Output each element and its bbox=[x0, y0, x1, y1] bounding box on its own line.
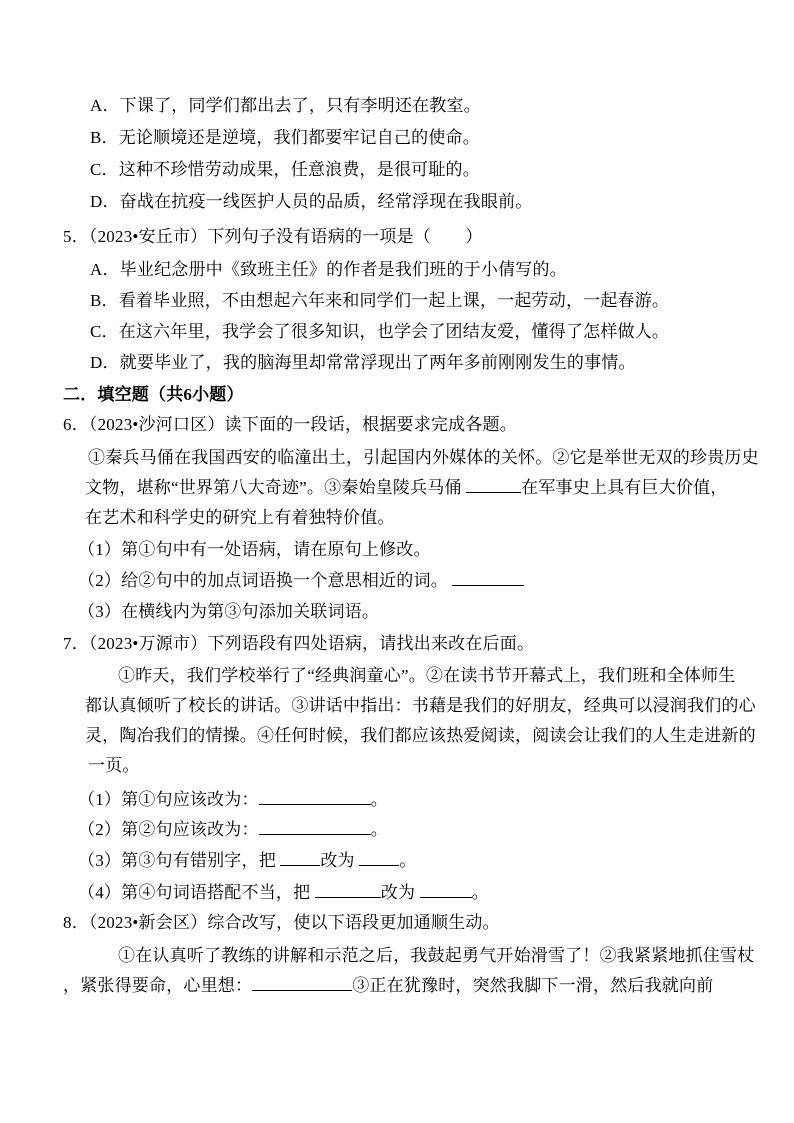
q6-passage-line-3 bbox=[85, 507, 395, 529]
text-run: 6．（2023•沙河口区）读下面的一段话，根据要求完成各题。 bbox=[63, 415, 517, 434]
text-run: 。 bbox=[370, 820, 388, 839]
blank-underline bbox=[315, 882, 381, 898]
q7-passage-line-4 bbox=[88, 755, 140, 777]
text-run: 5．（2023•安丘市）下列句子没有语病的一项是（ ） bbox=[63, 227, 483, 246]
text-run: D．奋战在抗疫一线医护人员的品质，经常浮现在我眼前。 bbox=[90, 192, 533, 211]
q6-passage-line-1 bbox=[88, 447, 759, 469]
text-run: ，紧张得要命，心里想： bbox=[63, 976, 253, 995]
blank-underline bbox=[420, 882, 472, 898]
text-run: 。 bbox=[399, 851, 417, 870]
text-run: B．无论顺境还是逆境，我们都要牢记自己的使命。 bbox=[90, 128, 480, 147]
text-run: 二．填空题（共6小题） bbox=[63, 385, 244, 404]
text-run: 。 bbox=[471, 883, 489, 902]
blank-underline bbox=[280, 850, 320, 866]
text-run: （2）第②句应该改为： bbox=[78, 820, 259, 839]
text-run: （4）第④句词语搭配不当，把 bbox=[78, 883, 315, 902]
q5-option-d bbox=[90, 352, 636, 374]
text-run: 灵，陶冶我们的情操。④任何时候，我们都应该热爱阅读，阅读会让我们的人生走进新的 bbox=[85, 726, 756, 745]
q5-option-c bbox=[90, 321, 669, 343]
text-run: A．下课了，同学们都出去了，只有李明还在教室。 bbox=[90, 96, 481, 115]
q5-option-a bbox=[90, 259, 567, 281]
blank-underline bbox=[259, 789, 371, 805]
q4-option-d bbox=[90, 191, 532, 213]
q7-passage-line-2 bbox=[85, 695, 756, 717]
text-run: 改为 bbox=[320, 851, 360, 870]
q4-option-b bbox=[90, 127, 480, 149]
q7-passage-line-1 bbox=[118, 665, 736, 687]
text-run: 都认真倾听了校长的讲话。③讲话中指出：书藉是我们的好朋友，经典可以浸润我们的心 bbox=[85, 696, 756, 715]
text-run: （2）给②句中的加点词语换一个意思相近的词。 bbox=[78, 571, 453, 590]
text-run: 改为 bbox=[380, 883, 420, 902]
q8-passage-line-2 bbox=[63, 975, 713, 997]
q8-passage-line-1 bbox=[118, 945, 754, 967]
q7-sub-1 bbox=[78, 789, 388, 811]
text-run: 一页。 bbox=[88, 756, 140, 775]
text-run: 在艺术和科学史的研究上有着独特价值。 bbox=[85, 508, 395, 527]
q6-passage-line-2 bbox=[85, 477, 728, 499]
text-run: C．这种不珍惜劳动成果，任意浪费，是很可耻的。 bbox=[90, 160, 480, 179]
q6-sub-3 bbox=[78, 601, 379, 623]
text-run: （1）第①句应该改为： bbox=[78, 790, 259, 809]
q6-sub-2 bbox=[78, 570, 524, 592]
q7-sub-2 bbox=[78, 819, 388, 841]
blank-underline bbox=[466, 477, 521, 493]
q5-stem bbox=[63, 226, 483, 248]
text-run: ①昨天，我们学校举行了“经典润童心”。②在读书节开幕式上，我们班和全体师生 bbox=[118, 666, 736, 685]
text-run: ①秦兵马俑在我国西安的临潼出土，引起国内外媒体的关怀。②它是举世无双的珍贵历史 bbox=[88, 448, 759, 467]
q7-sub-4 bbox=[78, 882, 489, 904]
blank-underline bbox=[359, 850, 399, 866]
text-run: （3）第③句有错别字，把 bbox=[78, 851, 281, 870]
blank-underline bbox=[252, 975, 352, 991]
q4-option-c bbox=[90, 159, 480, 181]
text-run: D．就要毕业了，我的脑海里却常常浮现出了两年多前刚刚发生的事情。 bbox=[90, 353, 636, 372]
text-run: B．看着毕业照，不由想起六年来和同学们一起上课，一起劳动，一起春游。 bbox=[90, 291, 670, 310]
q7-stem bbox=[63, 633, 534, 655]
text-run: （1）第①句中有一处语病，请在原句上修改。 bbox=[78, 540, 431, 559]
text-run: A．毕业纪念册中《致班主任》的作者是我们班的于小倩写的。 bbox=[90, 260, 567, 279]
text-run: ①在认真听了教练的讲解和示范之后，我鼓起勇气开始滑雪了！②我紧紧地抓住雪杖 bbox=[118, 946, 755, 965]
blank-underline bbox=[452, 570, 524, 586]
q7-passage-line-3 bbox=[85, 725, 756, 747]
q6-sub-1 bbox=[78, 539, 431, 561]
text-run: （3）在横线内为第③句添加关联词语。 bbox=[78, 602, 380, 621]
q4-option-a bbox=[90, 95, 481, 117]
text-run: 7．（2023•万源市）下列语段有四处语病，请找出来改在后面。 bbox=[63, 634, 535, 653]
text-run: 文物，堪称“世界第八大奇迹”。③秦始皇陵兵马俑 bbox=[85, 478, 467, 497]
text-run: 在军事史上具有巨大价值， bbox=[521, 478, 728, 497]
q7-sub-3 bbox=[78, 850, 416, 872]
q6-stem bbox=[63, 414, 517, 436]
text-run: ③正在犹豫时，突然我脚下一滑，然后我就向前 bbox=[352, 976, 714, 995]
text-run: C．在这六年里，我学会了很多知识，也学会了团结友爱，懂得了怎样做人。 bbox=[90, 322, 670, 341]
blank-underline bbox=[259, 819, 371, 835]
q8-stem bbox=[63, 912, 500, 934]
text-run: 8．（2023•新会区）综合改写，使以下语段更加通顺生动。 bbox=[63, 913, 500, 932]
text-run: 。 bbox=[370, 790, 388, 809]
q5-option-b bbox=[90, 290, 669, 312]
section-2-header bbox=[63, 384, 244, 406]
